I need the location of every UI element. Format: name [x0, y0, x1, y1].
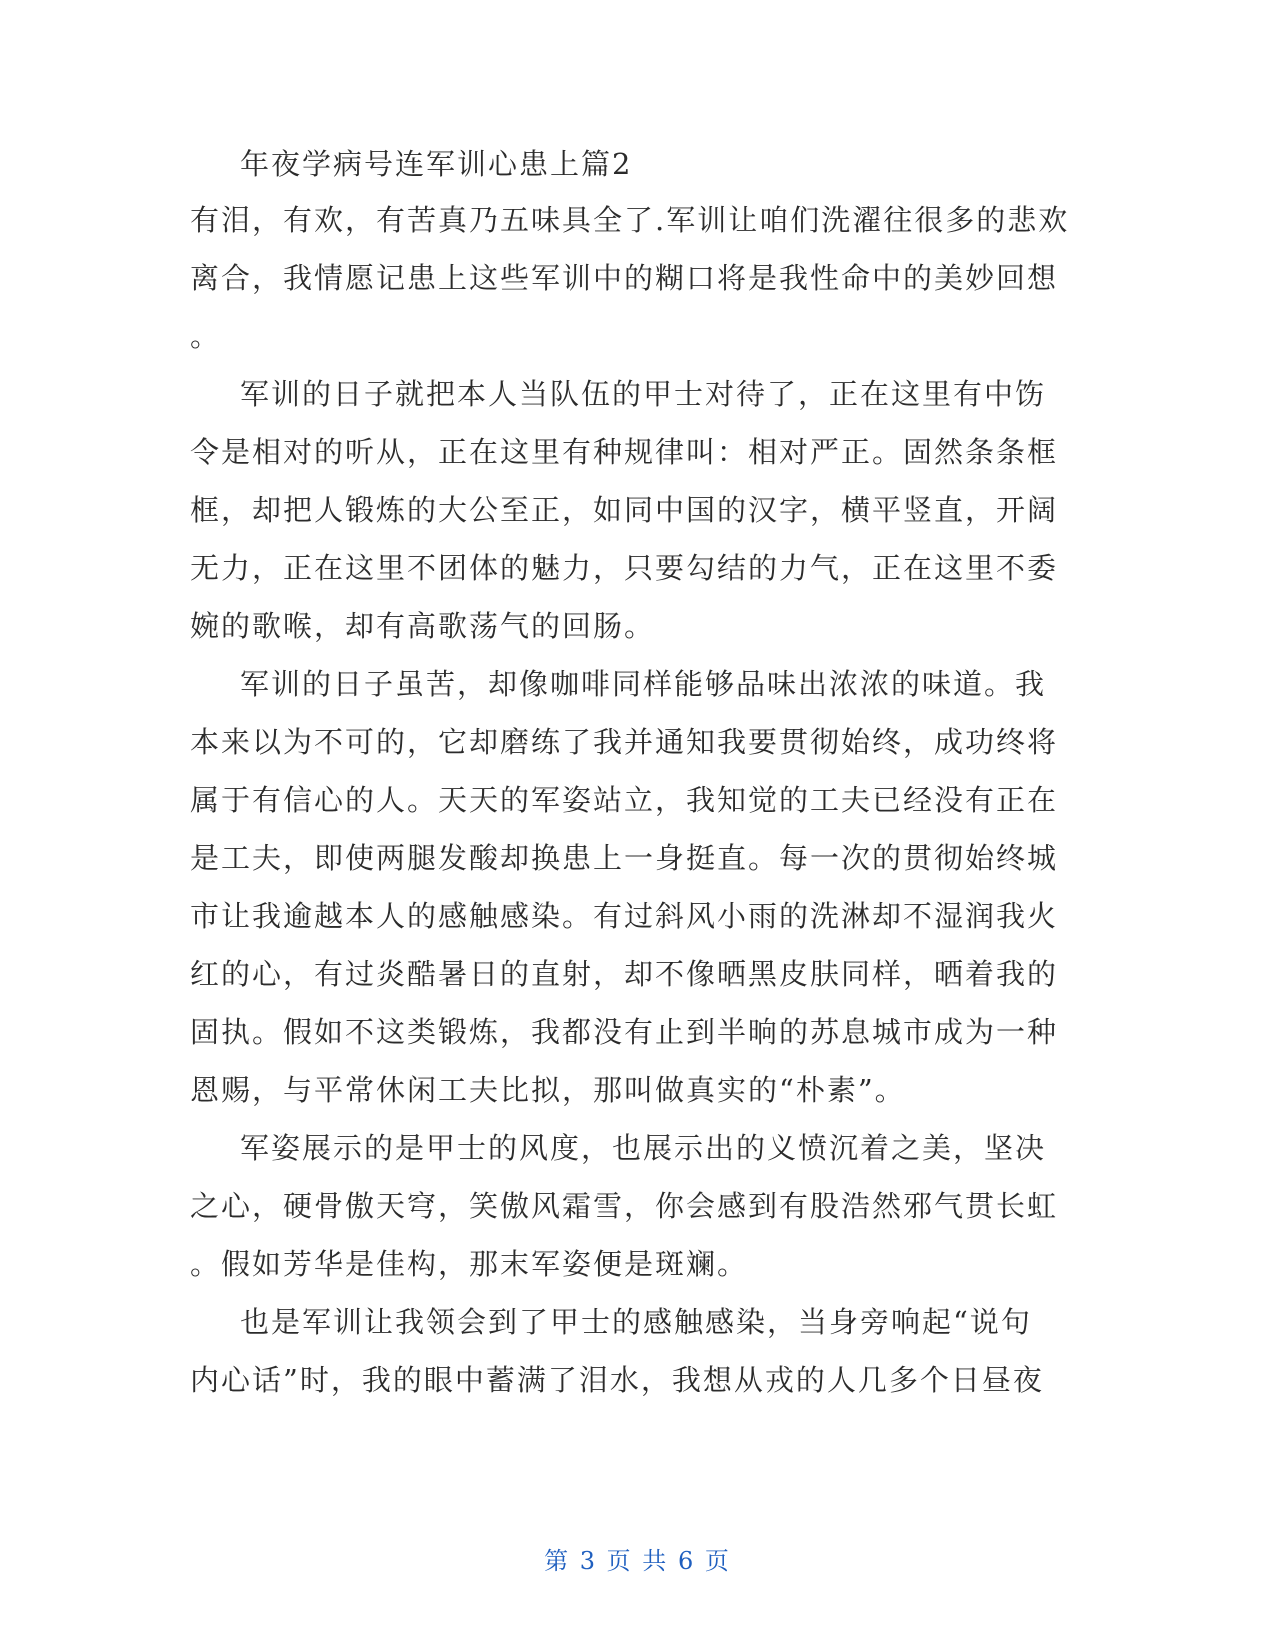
paragraph-line: 红的心，有过炎酷暑日的直射，却不像晒黑皮肤同样，晒着我的 [190, 957, 1059, 991]
paragraph-line: 内心话”时，我的眼中蓄满了泪水，我想从戎的人几多个日昼夜 [190, 1363, 1044, 1397]
paragraph-line: 有泪，有欢，有苦真乃五味具全了.军训让咱们洗濯往很多的悲欢 [190, 203, 1070, 237]
paragraph-line: 军训的日子虽苦，却像咖啡同样能够品味出浓浓的味道。我 [240, 667, 1047, 701]
paragraph-line: 。 [190, 319, 222, 353]
paragraph-line: 军训的日子就把本人当队伍的甲士对待了，正在这里有中饬 [240, 377, 1047, 411]
paragraph-line: 固执。假如不这类锻炼，我都没有止到半晌的苏息城市成为一种 [190, 1015, 1059, 1049]
paragraph-line: 离合，我情愿记患上这些军训中的糊口将是我性命中的美妙回想 [190, 261, 1059, 295]
page-number-footer: 第 3 页 共 6 页 [544, 1547, 731, 1575]
section-heading: 年夜学病号连军训心患上篇2 [240, 147, 633, 181]
paragraph-line: 之心，硬骨傲天穹，笑傲风霜雪，你会感到有股浩然邪气贯长虹 [190, 1189, 1059, 1223]
paragraph-line: 框，却把人锻炼的大公至正，如同中国的汉字，横平竖直，开阔 [190, 493, 1059, 527]
paragraph-line: 令是相对的听从，正在这里有种规律叫：相对严正。固然条条框 [190, 435, 1059, 469]
paragraph-line: 市让我逾越本人的感触感染。有过斜风小雨的洗淋却不湿润我火 [190, 899, 1059, 933]
paragraph-line: 本来以为不可的，它却磨练了我并通知我要贯彻始终，成功终将 [190, 725, 1059, 759]
paragraph-line: 是工夫，即使两腿发酸却换患上一身挺直。每一次的贯彻始终城 [190, 841, 1059, 875]
paragraph-line: 属于有信心的人。天天的军姿站立，我知觉的工夫已经没有正在 [190, 783, 1059, 817]
paragraph-line: 军姿展示的是甲士的风度，也展示出的义愤沉着之美，坚决 [240, 1131, 1047, 1165]
paragraph-line: 无力，正在这里不团体的魅力，只要勾结的力气，正在这里不委 [190, 551, 1059, 585]
paragraph-line: 婉的歌喉，却有高歌荡气的回肠。 [190, 609, 656, 643]
paragraph-line: 。假如芳华是佳构，那末军姿便是斑斓。 [190, 1247, 749, 1281]
paragraph-line: 恩赐，与平常休闲工夫比拟，那叫做真实的“朴素”。 [190, 1073, 906, 1107]
paragraph-line: 也是军训让我领会到了甲士的感触感染，当身旁响起“说句 [240, 1305, 1032, 1339]
